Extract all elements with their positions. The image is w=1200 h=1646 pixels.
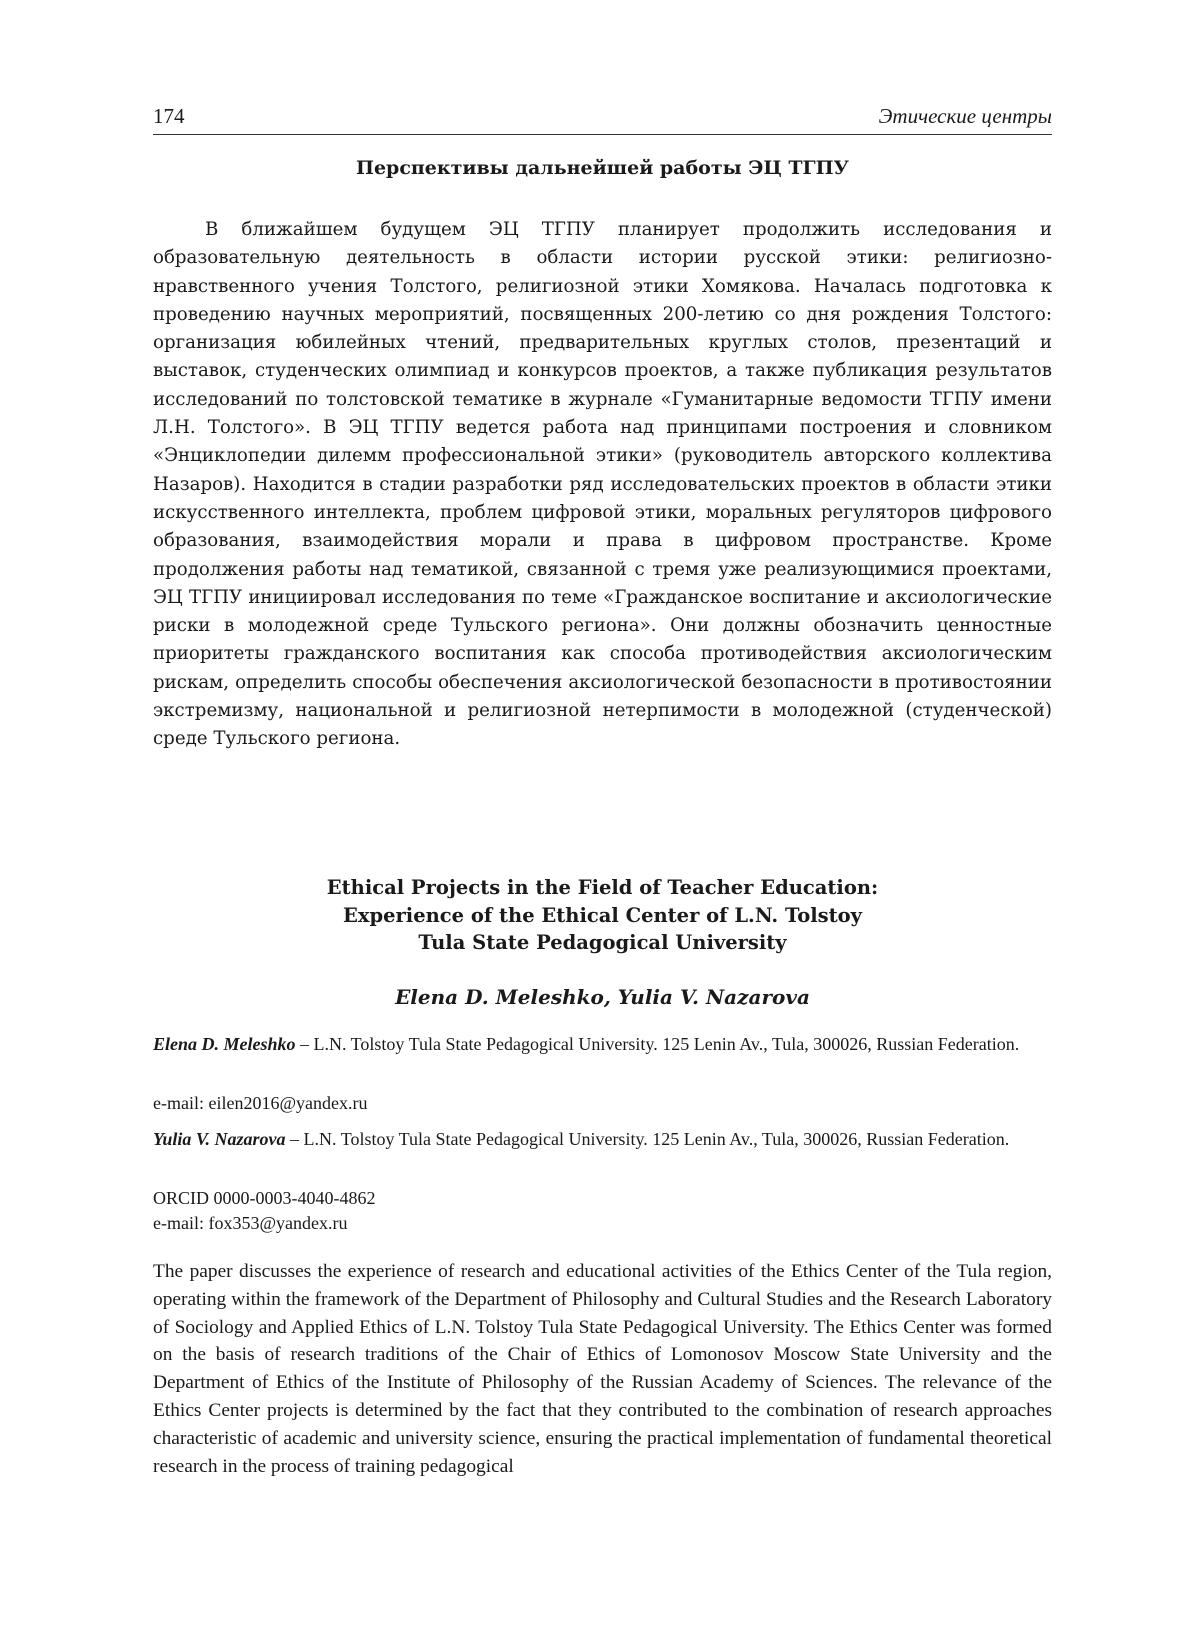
author2-affiliation-text: – L.N. Tolstoy Tula State Pedagogical University. 125 Lenin Av., Tula, 300026, Russian Federation. [285,1129,1010,1149]
running-title: Этические центры [878,104,1052,128]
english-title-line: Tula State Pedagogical University [418,931,787,954]
author2-name: Yulia V. Nazarova [153,1129,286,1149]
page-number: 174 [153,104,185,128]
author2-affiliation [153,1127,1052,1152]
russian-paragraph: В ближайшем будущем ЭЦ ТГПУ планирует продолжить исследования и образовательную деятельность в области истории русской этики: религиозно-нравственного учения Толстого, религиозной этики Хомякова. Началась подготовка к проведению научных мероприятий, посвященных 200-летию со дня рождения Толстого: организация юбилейных чтений, предварительных круглых столов, презентаций и выставок, студенческих олимпиад и конкурсов проектов, а также публикация результатов исследований по толстовской тематике в журнале «Гуманитарные ведомости ТГПУ имени Л.Н. Толстого». В ЭЦ ТГПУ ведется работа над принципами построения и словником «Энциклопедии дилемм профессиональной этики» (руководитель авторского коллектива Назаров). Находится в стадии разработки ряд исследовательских проектов в области этики искусственного интеллекта, проблем цифровой этики, моральных регуляторов цифрового образования, взаимодействия морали и права в цифровом пространстве. Кроме продолжения работы над тематикой, связанной с тремя уже реализующимися проектами, ЭЦ ТГПУ инициировал исследования по теме «Гражданское воспитание и аксиологические риски в молодежной среде Тульского региона». Они должны обозначить ценностные приоритеты гражданского воспитания как способа противодействия аксиологическим рискам, определить способы обеспечения аксиологической безопасности в противостоянии экстремизму, национальной и религиозной нетерпимости в молодежной (студенческой) среде Тульского региона. [153,219,1052,750]
english-title-line: Experience of the Ethical Center of L.N. Tolstoy [342,903,863,927]
author2-orcid: ORCID 0000-0003-4040-4862 [153,1188,376,1208]
author1-name: Elena D. Meleshko [153,1034,296,1054]
author1-affiliation [153,1032,1052,1057]
author2-email: e-mail: fox353@yandex.ru [153,1213,348,1233]
english-abstract: The paper discusses the experience of research and educational activities of the Ethics Center of the Tula region, operating within the framework of the Department of Philosophy and Cultural Studies and the Research Laboratory of Sociology and Applied Ethics of L.N. Tolstoy Tula State Pedagogical University. The Ethics Center was formed on the basis of research traditions of the Chair of Ethics of Lomonosov Moscow State University and the Department of Ethics of the Institute of Philosophy of the Russian Academy of Sciences. The relevance of the Ethics Center projects is determined by the fact that they contributed to the combination of research approaches characteristic of academic and university science, ensuring the practical implementation of fundamental theoretical research in the process of training pedagogical [153,1261,1052,1477]
author1-email: e-mail: eilen2016@yandex.ru [153,1093,368,1113]
author1-affiliation-text: – L.N. Tolstoy Tula State Pedagogical University. 125 Lenin Av., Tula, 300026, Russian Federation. [295,1034,1020,1054]
english-title-line: Ethical Projects in the Field of Teacher Education: [326,876,879,899]
authors-line: Elena D. Meleshko, Yulia V. Nazarova [395,985,810,1009]
english-article-title [153,874,1052,957]
running-header [153,104,1052,135]
section-title: Перспективы дальнейшей работы ЭЦ ТГПУ [356,157,849,179]
